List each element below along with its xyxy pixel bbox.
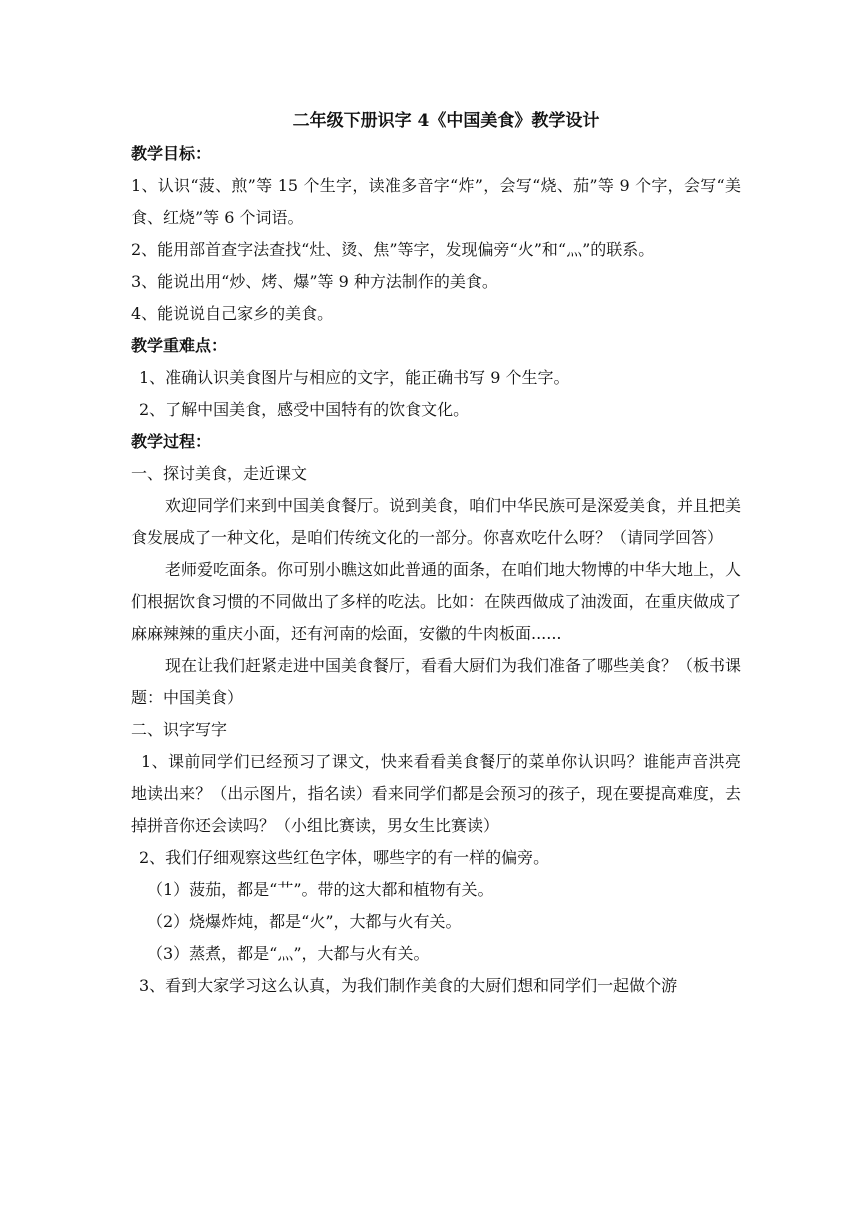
radical-item: （2）烧爆炸炖，都是“火”，大都与火有关。	[147, 912, 462, 931]
goal-item: 1、认识“菠、煎”等 15 个生字，读准多音字“炸”，会写“烧、茄”等 9 个字，会写“美食、红烧”等 6 个词语。	[131, 176, 741, 227]
goals-heading: 教学目标：	[131, 144, 212, 163]
document-content	[131, 104, 741, 1002]
process-heading: 教学过程：	[131, 432, 212, 451]
section-item: 1、课前同学们已经预习了课文，快来看看美食餐厅的菜单你认识吗？谁能声音洪亮地读出来？（出示图片，指名读）看来同学们都是会预习的孩子，现在要提高难度，去掉拼音你还会读吗？（小组比赛读，男女生比赛读）	[131, 752, 741, 835]
key-point-item: 1、准确认识美食图片与相应的文字，能正确书写 9 个生字。	[139, 368, 570, 387]
radical-item: （3）蒸煮，都是“灬”，大都与火有关。	[147, 944, 430, 963]
section-title: 二、识字写字	[131, 720, 228, 739]
section-paragraph: 现在让我们赶紧走进中国美食餐厅，看看大厨们为我们准备了哪些美食？（板书课题：中国美食）	[131, 656, 742, 707]
document-title: 二年级下册识字 4《中国美食》教学设计	[292, 111, 600, 131]
goal-item: 4、能说说自己家乡的美食。	[131, 304, 334, 323]
section-paragraph: 欢迎同学们来到中国美食餐厅。说到美食，咱们中华民族可是深爱美食，并且把美食发展成了一种文化，是咱们传统文化的一部分。你喜欢吃什么呀？（请同学回答）	[131, 496, 742, 547]
section-item: 2、我们仔细观察这些红色字体，哪些字的有一样的偏旁。	[139, 848, 550, 867]
goal-item: 3、能说出用“炒、烤、爆”等 9 种方法制作的美食。	[131, 272, 498, 291]
section-item: 3、看到大家学习这么认真，为我们制作美食的大厨们想和同学们一起做个游	[139, 976, 678, 995]
key-point-item: 2、了解中国美食，感受中国特有的饮食文化。	[139, 400, 470, 419]
goal-item: 2、能用部首查字法查找“灶、烫、焦”等字，发现偏旁“火”和“灬”的联系。	[131, 240, 655, 259]
key-points-heading: 教学重难点：	[131, 336, 228, 355]
section-paragraph: 老师爱吃面条。你可别小瞧这如此普通的面条，在咱们地大物博的中华大地上，人们根据饮食习惯的不同做出了多样的吃法。比如：在陕西做成了油泼面，在重庆做成了麻麻辣辣的重庆小面，还有河南的烩面，安徽的牛肉板面......	[131, 560, 742, 643]
radical-item: （1）菠茄，都是“艹”。带的这大都和植物有关。	[147, 880, 494, 899]
section-title: 一、探讨美食，走近课文	[131, 464, 308, 483]
